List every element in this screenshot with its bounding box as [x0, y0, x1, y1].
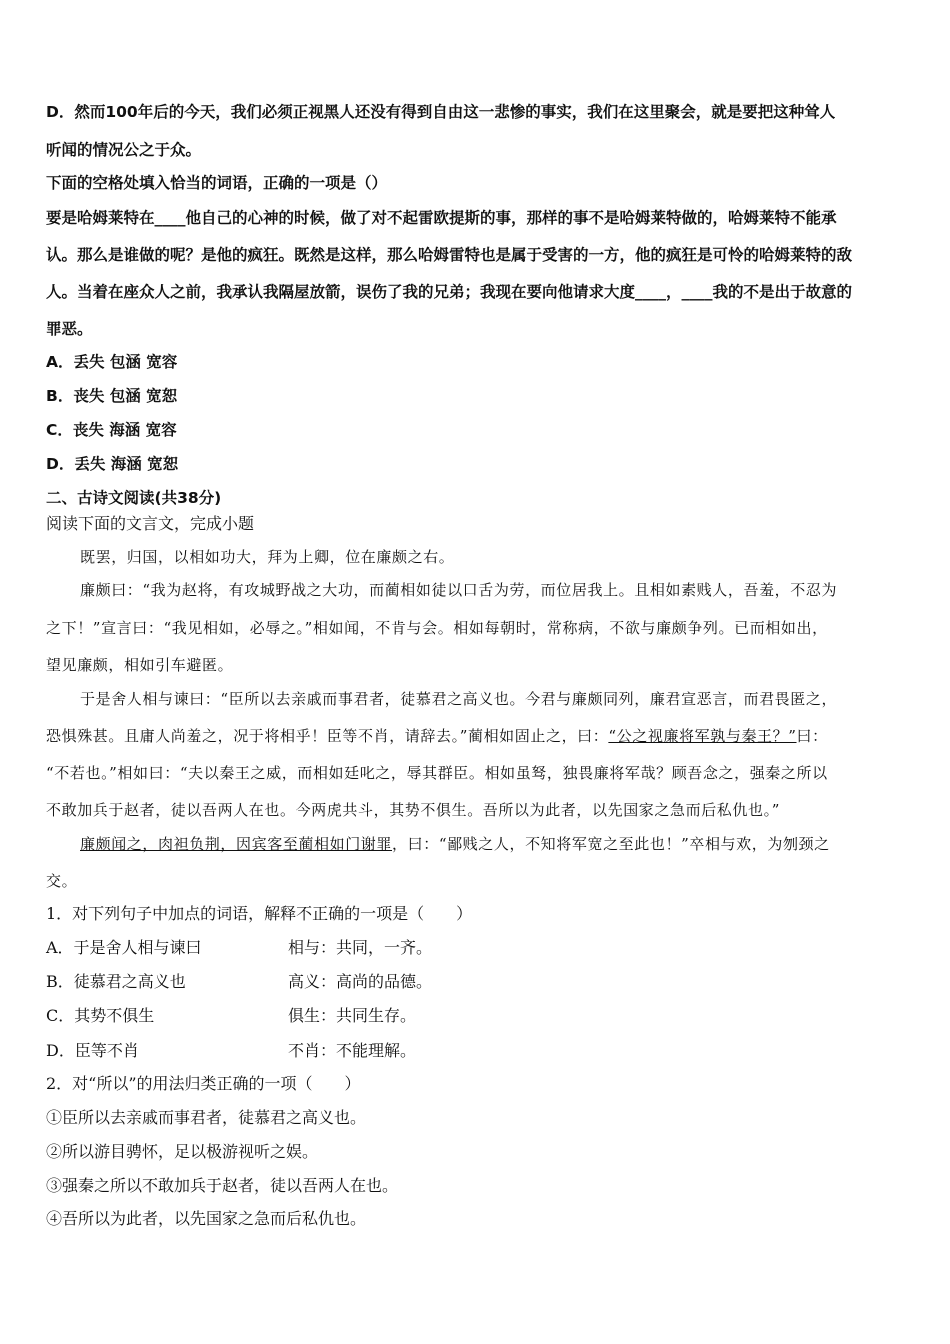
- fill-passage-line: 要是哈姆莱特在____他自己的心神的时候，做了对不起雷欧提斯的事，那样的事不是哈姆莱特做的，哈姆莱特不能承: [46, 209, 837, 227]
- paragraph-text: 曰：: [796, 727, 828, 745]
- underlined-sentence: “公之视廉将军孰与秦王？”: [608, 727, 797, 745]
- question-1-option: [46, 972, 906, 992]
- prev-option-d-line2: 听闻的情况公之于众。: [46, 141, 202, 159]
- paragraph-text: ，曰：“鄙贱之人，不知将军宽之至此也！”卒相与欢，为刎颈之: [392, 835, 830, 853]
- option-sentence: A．于是舍人相与谏曰: [46, 938, 202, 957]
- classical-paragraph-2-line: 廉颇曰：“我为赵将，有攻城野战之大功，而蔺相如徒以口舌为劳，而位居我上。且相如素贱人，吾羞，不忍为: [80, 581, 838, 599]
- option-gloss: 高义：高尚的品德。: [288, 972, 433, 991]
- option-sentence: C．其势不俱生: [46, 1006, 155, 1025]
- fill-option-a: A．丢失 包涵 宽容: [46, 353, 178, 371]
- classical-paragraph-3-line: [46, 726, 906, 746]
- fill-option-d: D．丢失 海涵 宽恕: [46, 455, 179, 473]
- question-2-item: ②所以游目骋怀，足以极游视听之娱。: [46, 1142, 319, 1161]
- fill-passage-line: 罪恶。: [46, 320, 93, 338]
- classical-paragraph-2-line: 之下！”宣言曰：“我见相如，必辱之。”相如闻，不肯与会。相如每朝时，常称病，不欲与廉颇争列。已而相如出，: [46, 619, 828, 637]
- option-gloss: 俱生：共同生存。: [288, 1006, 417, 1025]
- classical-paragraph-4-line: 交。: [46, 872, 78, 890]
- option-sentence: D．臣等不肖: [46, 1041, 139, 1060]
- classical-paragraph-1: 既罢，归国，以相如功大，拜为上卿，位在廉颇之右。: [80, 548, 455, 566]
- prev-option-d-line1: D．然而100年后的今天，我们必须正视黑人还没有得到自由这一悲惨的事实，我们在这里聚会，就是要把这种耸人: [46, 103, 836, 121]
- question-2-item: ③强秦之所以不敢加兵于赵者，徒以吾两人在也。: [46, 1176, 399, 1195]
- fill-passage-line: 人。当着在座众人之前，我承认我隔屋放箭，误伤了我的兄弟；我现在要向他请求大度____，____我的不是出于故意的: [46, 283, 853, 301]
- section-intro: 阅读下面的文言文，完成小题: [46, 514, 255, 533]
- question-1-option: [46, 1041, 906, 1061]
- classical-paragraph-4-line: [80, 834, 910, 854]
- question-1-option: [46, 1006, 906, 1026]
- classical-paragraph-2-line: 望见廉颇，相如引车避匿。: [46, 656, 234, 674]
- option-gloss: 不肖：不能理解。: [288, 1041, 417, 1060]
- classical-paragraph-3-line: 于是舍人相与谏曰：“臣所以去亲戚而事君者，徒慕君之高义也。今君与廉颇同列，廉君宣恶言，而君畏匿之，: [80, 690, 838, 708]
- question-2-item: ①臣所以去亲戚而事君者，徒慕君之高义也。: [46, 1108, 367, 1127]
- underlined-sentence: 廉颇闻之，肉袒负荆，因宾客至蔺相如门谢罪: [80, 835, 393, 853]
- paragraph-text: 恐惧殊甚。且庸人尚羞之，况于将相乎！臣等不肖，请辞去。”蔺相如固止之，曰：: [46, 727, 609, 745]
- classical-paragraph-3-line: 不敢加兵于赵者，徒以吾两人在也。今两虎共斗，其势不俱生。吾所以为此者，以先国家之急而后私仇也。”: [46, 801, 780, 819]
- fill-question-stem: 下面的空格处填入恰当的词语，正确的一项是（）: [46, 174, 388, 192]
- fill-option-c: C．丧失 海涵 宽容: [46, 421, 177, 439]
- question-1-stem: 1．对下列句子中加点的词语，解释不正确的一项是（ ）: [46, 904, 473, 923]
- question-2-item: ④吾所以为此者，以先国家之急而后私仇也。: [46, 1209, 367, 1228]
- fill-passage-line: 认。那么是谁做的呢？是他的疯狂。既然是这样，那么哈姆雷特也是属于受害的一方，他的疯狂是可怜的哈姆莱特的敌: [46, 246, 853, 264]
- section-heading: 二、古诗文阅读(共38分): [46, 489, 222, 507]
- fill-option-b: B．丧失 包涵 宽恕: [46, 387, 178, 405]
- option-gloss: 相与：共同，一齐。: [288, 938, 433, 957]
- classical-paragraph-3-line: “不若也。”相如曰：“夫以秦王之威，而相如廷叱之，辱其群臣。相如虽驽，独畏廉将军哉？顾吾念之，强秦之所以: [46, 764, 828, 782]
- option-sentence: B．徒慕君之高义也: [46, 972, 186, 991]
- question-1-option: [46, 938, 906, 958]
- question-2-stem: 2．对“所以”的用法归类正确的一项（ ）: [46, 1074, 361, 1093]
